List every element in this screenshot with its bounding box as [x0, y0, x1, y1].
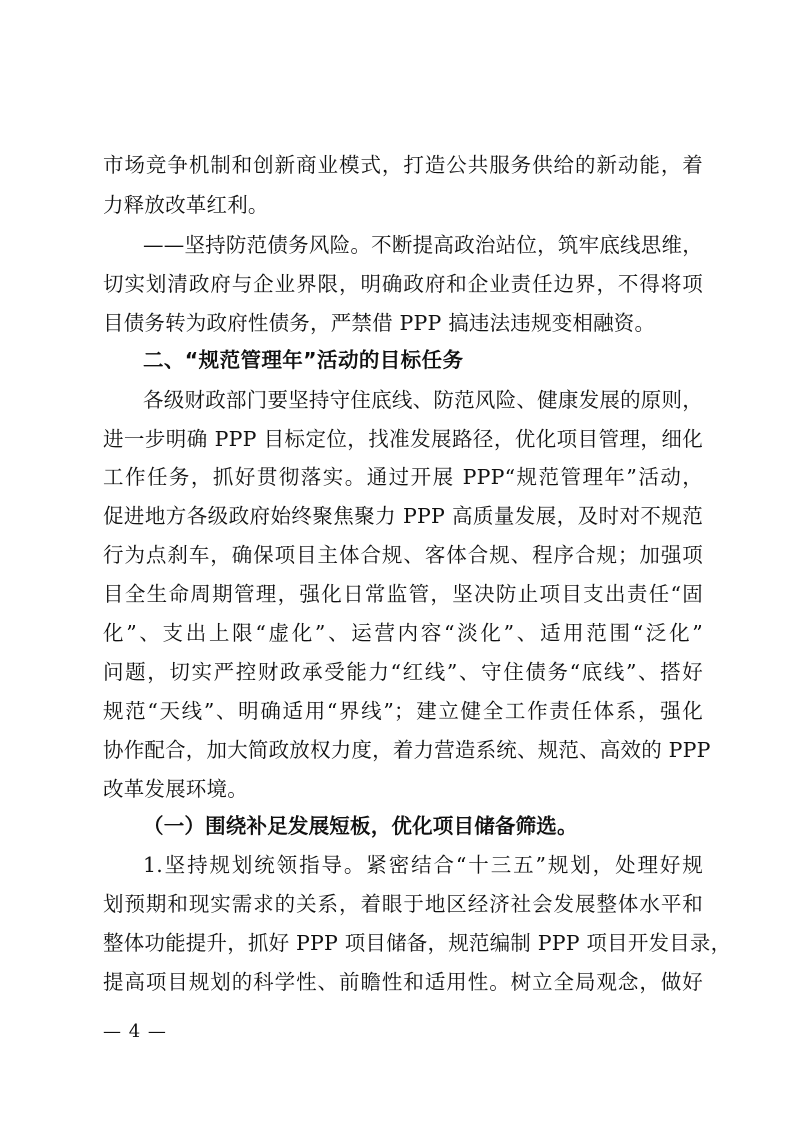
paragraph-line: 力释放改革红利。: [103, 193, 269, 217]
paragraph-line: 切实划清政府与企业界限，明确政府和企业责任边界，不得将项: [103, 272, 703, 296]
paragraph-line: 目全生命周期管理，强化日常监管，坚决防止项目支出责任“固: [103, 582, 703, 606]
paragraph-line: 问题，切实严控财政承受能力“红线”、守住债务“底线”、搭好: [103, 660, 703, 684]
paragraph-line: 行为点刹车，确保项目主体合规、客体合规、程序合规；加强项: [103, 543, 703, 567]
page-number: — 4 —: [103, 1021, 167, 1042]
paragraph-line: 规范“天线”、明确适用“界线”；建立健全工作责任体系，强化: [103, 699, 703, 723]
paragraph-line: 促进地方各级政府始终聚焦聚力 PPP 高质量发展，及时对不规范: [103, 504, 703, 528]
subsection-heading: （一）围绕补足发展短板，优化项目储备筛选。: [143, 814, 578, 838]
paragraph-line: 整体功能提升，抓好 PPP 项目储备，规范编制 PPP 项目开发目录，: [103, 931, 732, 955]
paragraph-line: ——坚持防范债务风险。不断提高政治站位，筑牢底线思维，: [143, 233, 703, 257]
paragraph-line: 改革发展环境。: [103, 777, 248, 801]
paragraph-line: 提高项目规划的科学性、前瞻性和适用性。树立全局观念，做好: [103, 970, 703, 994]
paragraph-line: 划预期和现实需求的关系，着眼于地区经济社会发展整体水平和: [103, 892, 703, 916]
paragraph-line: 化”、支出上限“虚化”、运营内容“淡化”、适用范围“泛化”: [103, 621, 703, 645]
section-heading: 二、“规范管理年”活动的目标任务: [143, 348, 464, 372]
paragraph-line: 目债务转为政府性债务，严禁借 PPP 搞违法违规变相融资。: [103, 311, 656, 335]
paragraph-line: 工作任务，抓好贯彻落实。通过开展 PPP“规范管理年”活动，: [103, 465, 703, 489]
paragraph-line: 协作配合，加大简政放权力度，着力营造系统、规范、高效的 PPP: [103, 738, 711, 762]
paragraph-line: 1.坚持规划统领指导。紧密结合“十三五”规划，处理好规: [143, 853, 703, 877]
paragraph-line: 进一步明确 PPP 目标定位，找准发展路径，优化项目管理，细化: [103, 427, 703, 451]
paragraph-line: 各级财政部门要坚持守住底线、防范风险、健康发展的原则，: [143, 388, 703, 412]
paragraph-line: 市场竞争机制和创新商业模式，打造公共服务供给的新动能，着: [103, 153, 703, 177]
